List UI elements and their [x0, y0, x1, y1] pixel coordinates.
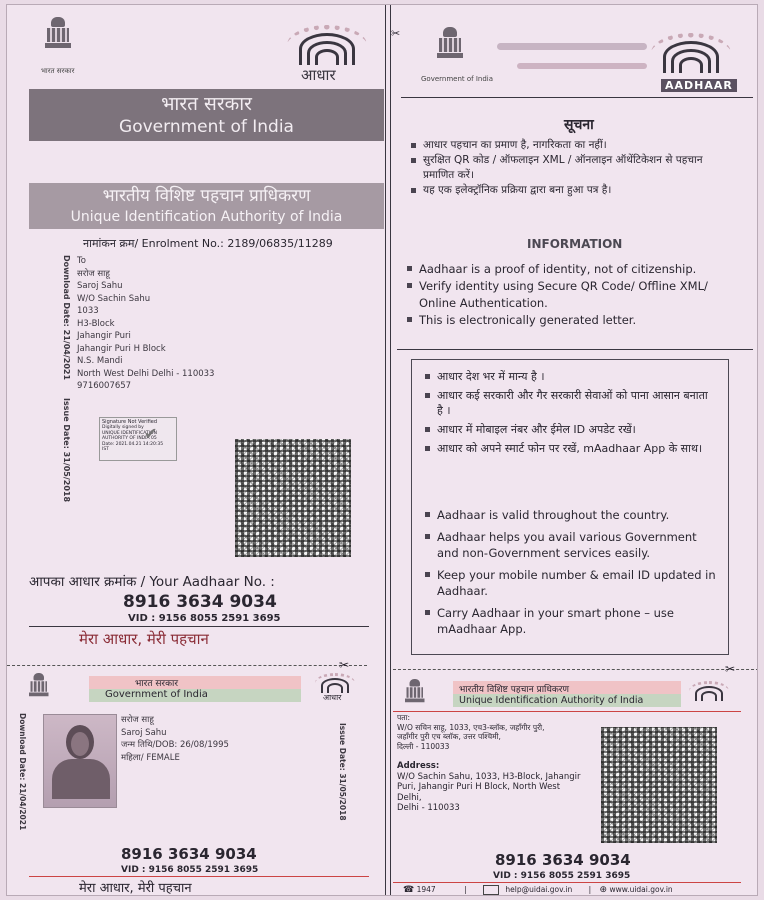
divider-line	[29, 626, 369, 627]
qr-code-large	[235, 439, 351, 557]
aadhaar-logo	[315, 673, 355, 705]
phone-icon: ☎	[403, 885, 415, 895]
globe-icon: ⊕	[599, 885, 608, 895]
info-item: This is electronically generated letter.	[407, 312, 747, 329]
scissor-icon: ✂	[391, 27, 401, 40]
address-english-line: Puri, Jahangir Puri H Block, North West	[397, 782, 561, 792]
card-download-date-vertical: Download Date: 21/04/2021	[18, 713, 27, 831]
footer-phone: 1947	[416, 885, 436, 894]
notice-item: सुरक्षित QR कोड / ऑफलाइन XML / ऑनलाइन ऑथेंटिकेशन से पहचान प्रमाणित करें।	[411, 153, 731, 183]
national-emblem-icon	[45, 17, 71, 48]
notice-item: यह एक इलेक्ट्रॉनिक प्रक्रिया द्वारा बना हुआ पत्र है।	[411, 183, 731, 198]
info-item: Aadhaar is a proof of identity, not of citizenship.	[407, 261, 747, 278]
address-line: North West Delhi Delhi - 110033	[77, 368, 215, 379]
footer-separator: |	[464, 885, 467, 894]
national-emblem-icon	[29, 673, 49, 696]
holder-name: Saroj Sahu	[121, 727, 167, 738]
box-hindi-item: आधार में मोबाइल नंबर और ईमेल ID अपडेट रखें।	[425, 422, 715, 437]
signature-line: Date: 2021.04.21 14:20:35	[102, 441, 164, 447]
emblem-caption: Government of India	[421, 75, 494, 83]
card-back-rule	[393, 711, 741, 712]
address-english-line: Delhi,	[397, 792, 422, 803]
address-english-label: Address:	[397, 761, 440, 771]
card-gov-english: Government of India	[105, 689, 208, 700]
card-uidai-hindi: भारतीय विशिष्ट पहचान प्राधिकरण	[459, 685, 569, 695]
aadhaar-logo-text: AADHAAR	[661, 79, 737, 92]
gov-band-hindi: भारत सरकार	[161, 93, 252, 115]
card-tagline: मेरा आधार, मेरी पहचान	[79, 881, 192, 896]
address-line: 9716007657	[77, 381, 132, 391]
card-back-aadhaar-number: 8916 3634 9034	[495, 851, 631, 869]
uidai-band	[29, 183, 384, 229]
scissor-icon: ✂	[725, 662, 736, 676]
digital-signature-block	[99, 417, 177, 461]
signature-line: IST	[102, 447, 109, 452]
box-english-item: Carry Aadhaar in your smart phone – use mAadhaar App.	[425, 605, 717, 637]
address-english-line: Delhi - 110033	[397, 803, 460, 813]
box-hindi-item: आधार कई सरकारी और गैर सरकारी सेवाओं को पाना आसान बनाता है ।	[425, 388, 715, 418]
aadhaar-logo-text: आधार	[301, 66, 336, 84]
qr-code-card	[601, 727, 717, 843]
centre-fold-line	[385, 5, 386, 896]
vid-number: VID : 9156 8055 2591 3695	[128, 613, 281, 624]
gov-band-english: Government of India	[119, 117, 294, 137]
footer-email: help@uidai.gov.in	[505, 885, 573, 894]
notice-title: सूचना	[564, 117, 594, 133]
info-title: INFORMATION	[527, 237, 623, 251]
card-address-english	[397, 761, 581, 814]
address-hindi-line: जहाँगीर पुरी एच ब्लॉक, उत्तर पश्चिमी,	[397, 732, 501, 741]
centre-fold-line-2	[390, 5, 391, 896]
card-front-divider	[29, 876, 369, 877]
holder-dob: जन्म तिथि/DOB: 26/08/1995	[121, 740, 229, 750]
info-list	[407, 261, 747, 329]
card-back-footer	[403, 885, 673, 895]
cut-line	[7, 665, 367, 666]
box-english-item: Keep your mobile number & email ID updated in Aadhaar.	[425, 567, 717, 599]
box-hindi-item: आधार देश भर में मान्य है ।	[425, 369, 715, 384]
address-line: To	[77, 256, 86, 266]
enrolment-number: नामांकन क्रम/ Enrolment No.: 2189/06835/11289	[83, 237, 333, 250]
signature-line: AUTHORITY OF INDIA 05	[102, 436, 157, 441]
address-hindi-line: दिल्ली - 110033	[397, 741, 450, 751]
holder-name-hindi: सरोज साहू	[121, 715, 154, 725]
card-holder-details	[121, 714, 229, 764]
national-emblem-icon	[437, 27, 463, 58]
aadhaar-number: 8916 3634 9034	[123, 592, 277, 612]
aadhaar-logo	[651, 33, 731, 93]
box-hindi-item: आधार को अपने स्मार्ट फोन पर रखें, mAadhaar App के साथ।	[425, 441, 715, 456]
aadhaar-logo-text: आधार	[323, 693, 342, 702]
card-aadhaar-number: 8916 3634 9034	[121, 845, 257, 863]
info-box-hindi-list	[425, 369, 715, 456]
holder-photo	[43, 714, 117, 808]
address-line: 1033	[77, 306, 99, 316]
card-back-footer-rule	[393, 882, 741, 883]
address-line: H3-Block	[77, 318, 115, 329]
download-date-vertical: Download Date: 21/04/2021	[62, 255, 71, 381]
card-back-vid-number: VID : 9156 8055 2591 3695	[493, 871, 631, 881]
notice-item: आधार पहचान का प्रमाण है, नागरिकता का नहीं।	[411, 138, 731, 153]
address-line: Jahangir Puri H Block	[77, 343, 166, 354]
tagline: मेरा आधार, मेरी पहचान	[79, 630, 209, 648]
holder-gender: महिला/ FEMALE	[121, 752, 180, 763]
notice-list	[411, 138, 731, 198]
right-header-rule	[401, 97, 753, 98]
address-line: W/O Sachin Sahu	[77, 293, 151, 304]
address-line: सरोज साहू	[77, 268, 110, 279]
footer-web: www.uidai.gov.in	[609, 885, 673, 894]
uidai-band-english: Unique Identification Authority of India	[70, 209, 343, 225]
header-smudge	[517, 63, 647, 69]
emblem-caption: भारत सरकार	[41, 67, 75, 75]
signature-line: Digitally signed by	[102, 425, 144, 430]
footer-separator: |	[588, 885, 592, 894]
card-uidai-english: Unique Identification Authority of India	[459, 695, 644, 706]
recipient-address	[77, 255, 214, 393]
signature-status: Signature Not Verified	[102, 419, 158, 425]
scissor-icon: ✂	[339, 658, 350, 672]
address-hindi-line: W/O सचिन साहू, 1033, एच3-ब्लॉक, जहाँगीर पुरी,	[397, 722, 545, 732]
card-vid-number: VID : 9156 8055 2591 3695	[121, 865, 259, 875]
card-address-hindi	[397, 713, 544, 751]
box-english-item: Aadhaar is valid throughout the country.	[425, 507, 717, 523]
aadhaar-number-label: आपका आधार क्रमांक / Your Aadhaar No. :	[29, 574, 275, 590]
address-hindi-label: पता:	[397, 713, 411, 722]
header-smudge	[497, 43, 647, 50]
card-gov-hindi: भारत सरकार	[135, 679, 179, 689]
gov-band	[29, 89, 384, 141]
address-line: Jahangir Puri	[77, 331, 131, 341]
info-item: Verify identity using Secure QR Code/ Offline XML/ Online Authentication.	[407, 278, 747, 312]
signature-line: UNIQUE IDENTIFICATION	[102, 430, 157, 436]
address-line: Saroj Sahu	[77, 281, 123, 291]
issue-date-vertical: Issue Date: 31/05/2018	[62, 398, 71, 503]
address-english-line: W/O Sachin Sahu, 1033, H3-Block, Jahangir	[397, 771, 581, 782]
card-issue-date-vertical: Issue Date: 31/05/2018	[338, 723, 347, 821]
uidai-band-hindi: भारतीय विशिष्ट पहचान प्राधिकरण	[102, 186, 311, 206]
box-english-item: Aadhaar helps you avail various Government and non-Government services easily.	[425, 529, 717, 561]
cut-line	[393, 669, 758, 670]
info-box-english-list	[425, 507, 717, 637]
email-icon	[483, 885, 499, 895]
check-icon: ✔	[144, 424, 158, 443]
aadhaar-logo	[689, 681, 729, 711]
aadhaar-letter-sheet	[6, 4, 758, 896]
aadhaar-logo	[287, 25, 367, 87]
address-line: N.S. Mandi	[77, 356, 123, 366]
national-emblem-icon	[405, 679, 425, 702]
right-mid-rule	[397, 349, 753, 350]
